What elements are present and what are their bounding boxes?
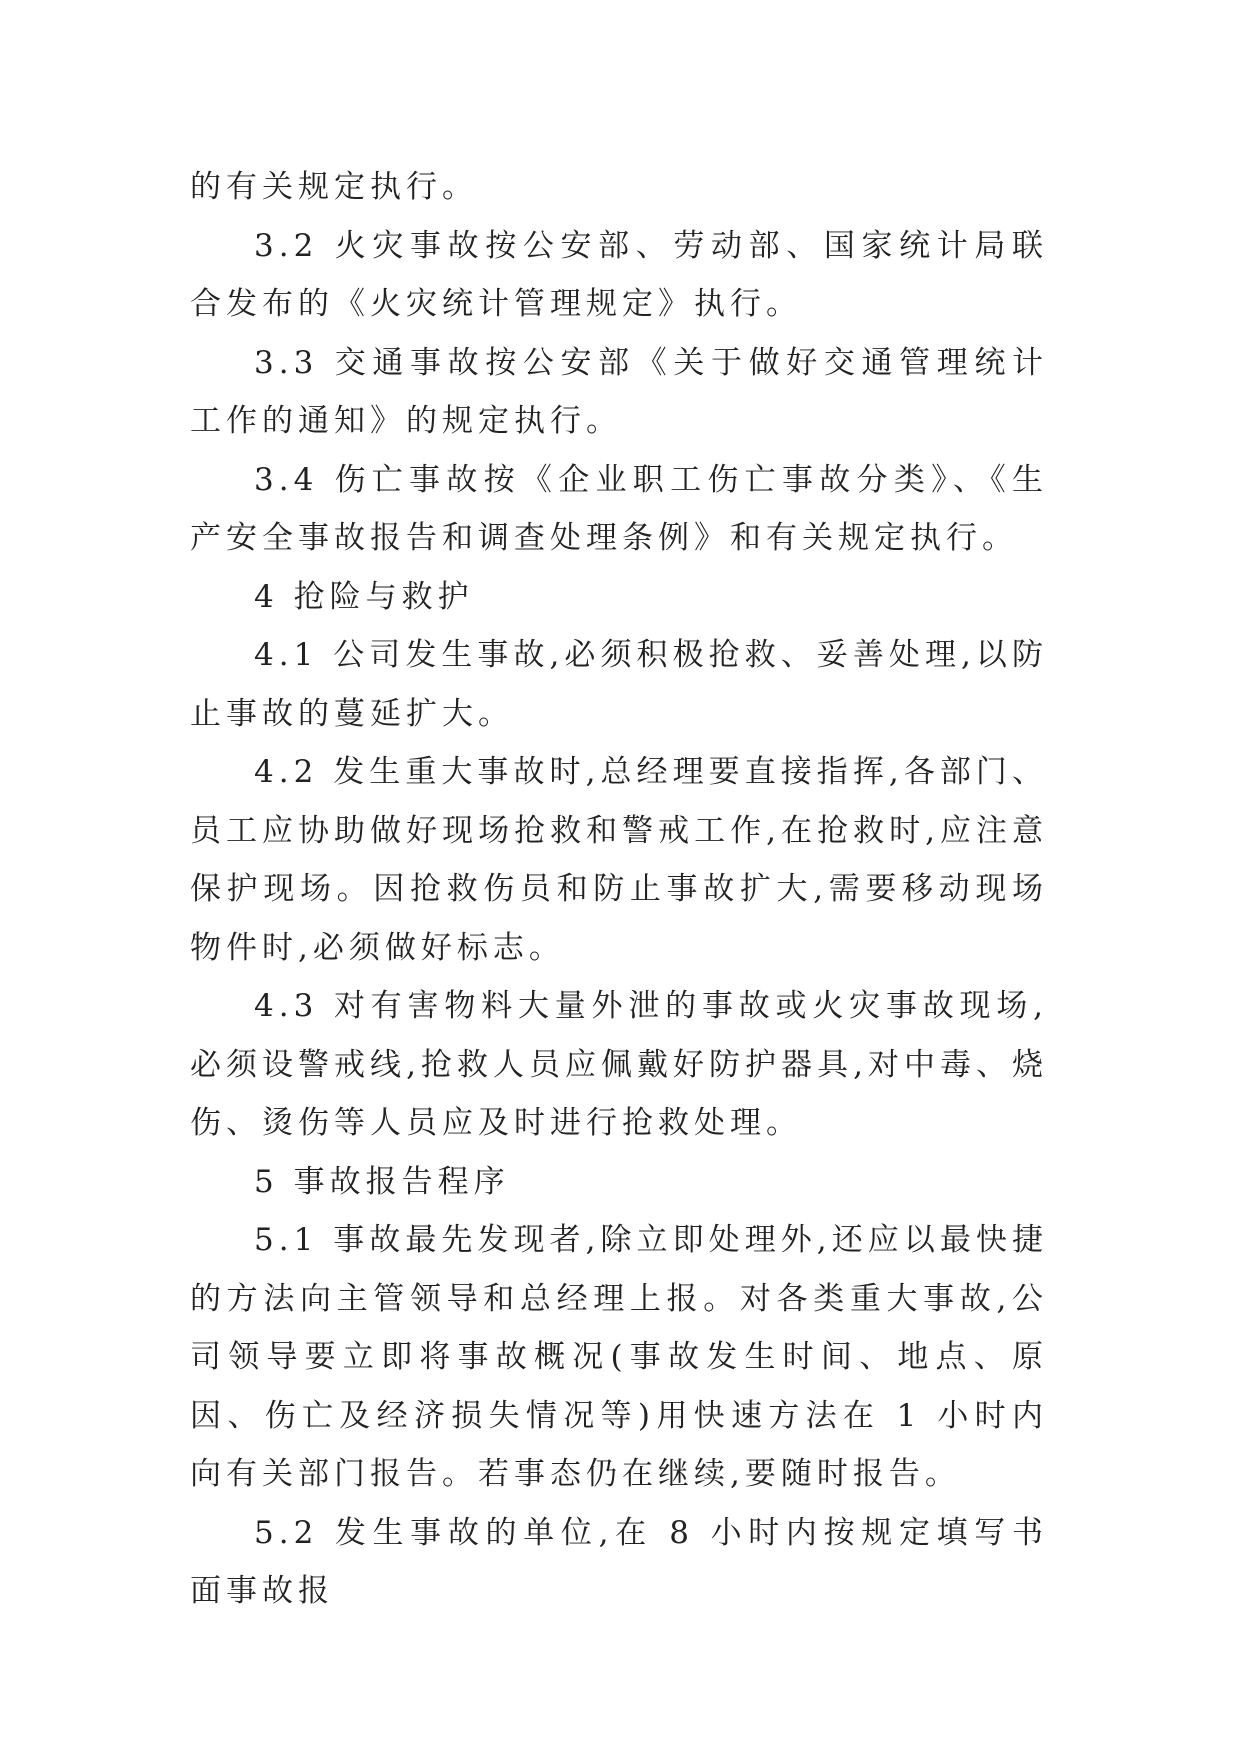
section-heading-5-report-procedure: 5 事故报告程序 [254, 1163, 510, 1200]
paragraph-5-1: 5.1 事故最先发现者,除立即处理外,还应以最快捷的方法向主管领导和总经理上报。对各类重大事故,公司领导要立即将事故概况(事故发生时间、地点、原因、伤亡及经济损失情况等)用快速方法在 1 小时内向有关部门报告。若事态仍在继续,要随时报告。 [190, 1222, 1048, 1492]
document-body [190, 158, 1048, 1621]
paragraph-3-2-fire-accident: 3.2 火灾事故按公安部、劳动部、国家统计局联合发布的《火灾统计管理规定》执行。 [190, 227, 1048, 322]
paragraph-4-1: 4.1 公司发生事故,必须积极抢救、妥善处理,以防止事故的蔓延扩大。 [190, 637, 1048, 732]
paragraph-3-3-traffic-accident: 3.3 交通事故按公安部《关于做好交通管理统计工作的通知》的规定执行。 [190, 344, 1048, 439]
paragraph-4-2: 4.2 发生重大事故时,总经理要直接指挥,各部门、员工应协助做好现场抢救和警戒工作,在抢救时,应注意保护现场。因抢救伤员和防止事故扩大,需要移动现场物件时,必须做好标志。 [190, 754, 1048, 966]
paragraph-5-2: 5.2 发生事故的单位,在 8 小时内按规定填写书面事故报 [190, 1514, 1048, 1609]
paragraph-3-4-casualty-accident: 3.4 伤亡事故按《企业职工伤亡事故分类》、《生产安全事故报告和调查处理条例》和有关规定执行。 [190, 461, 1048, 556]
paragraph-4-3: 4.3 对有害物料大量外泄的事故或火灾事故现场,必须设警戒线,抢救人员应佩戴好防护器具,对中毒、烧伤、烫伤等人员应及时进行抢救处理。 [190, 988, 1048, 1141]
paragraph-continuation: 的有关规定执行。 [190, 169, 478, 205]
section-heading-4-rescue: 4 抢险与救护 [254, 578, 474, 615]
